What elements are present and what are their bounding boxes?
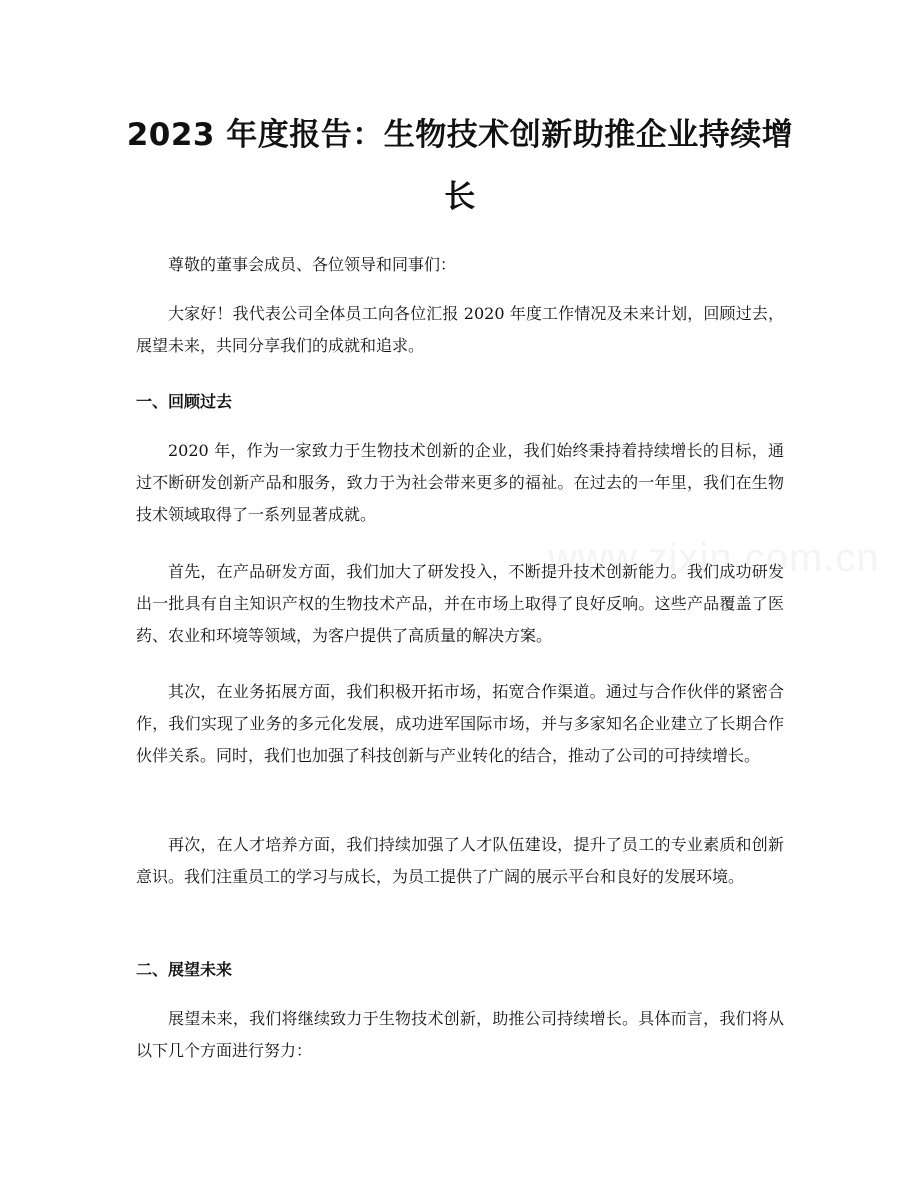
outlook-paragraph-1: 展望未来，我们将继续致力于生物技术创新，助推公司持续增长。具体而言，我们将从以下几个方面进行努力：	[136, 1009, 784, 1060]
section-heading-review: 一、回顾过去	[136, 392, 233, 411]
page-title: 2023 年度报告：生物技术创新助推企业持续增长	[126, 117, 794, 215]
review-paragraph-3: 其次，在业务拓展方面，我们积极开拓市场，拓宽合作渠道。通过与合作伙伴的紧密合作，我们实现了业务的多元化发展，成功进军国际市场，并与多家知名企业建立了长期合作伙伴关系。同时，我们也加强了科技创新与产业转化的结合，推动了公司的可持续增长。	[136, 682, 784, 765]
review-paragraph-4: 再次，在人才培养方面，我们持续加强了人才队伍建设，提升了员工的专业素质和创新意识。我们注重员工的学习与成长，为员工提供了广阔的展示平台和良好的发展环境。	[136, 835, 784, 886]
section-heading-outlook: 二、展望未来	[136, 960, 233, 979]
review-paragraph-2: 首先，在产品研发方面，我们加大了研发投入，不断提升技术创新能力。我们成功研发出一批具有自主知识产权的生物技术产品，并在市场上取得了良好反响。这些产品覆盖了医药、农业和环境等领域，为客户提供了高质量的解决方案。	[136, 562, 784, 645]
review-paragraph-1: 2020 年，作为一家致力于生物技术创新的企业，我们始终秉持着持续增长的目标，通过不断研发创新产品和服务，致力于为社会带来更多的福祉。在过去的一年里，我们在生物技术领域取得了一系列显著成就。	[136, 441, 784, 524]
intro-paragraph: 大家好！我代表公司全体员工向各位汇报 2020 年度工作情况及未来计划，回顾过去，展望未来，共同分享我们的成就和追求。	[136, 304, 784, 355]
greeting-paragraph: 尊敬的董事会成员、各位领导和同事们：	[168, 255, 457, 274]
